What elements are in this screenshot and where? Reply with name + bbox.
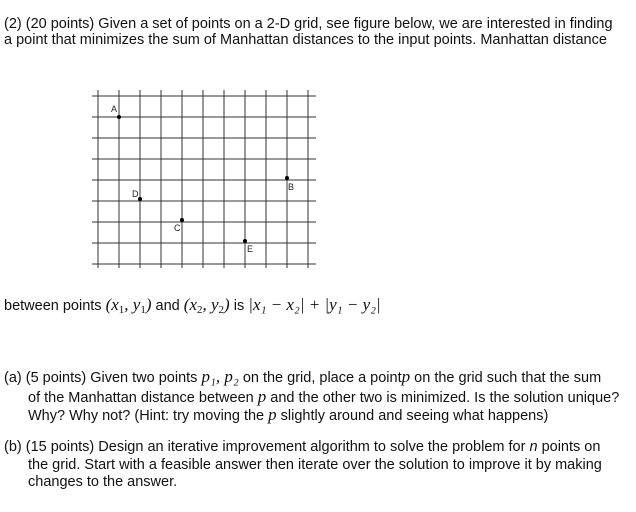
and-text: and: [155, 298, 180, 314]
part-b-line-2: the grid. Start with a feasible answer then iterate over the solution to improve it by making: [28, 457, 602, 473]
part-b-line-1: (b) (15 points) Design an iterative improvement algorithm to solve the problem for n points on: [4, 439, 601, 455]
between-text: between points: [4, 298, 102, 314]
part-b-line-3: changes to the answer.: [28, 474, 178, 490]
point-b-label: B: [288, 182, 295, 192]
part-a-var-p: p: [401, 367, 411, 386]
point-b-marker: [285, 176, 289, 180]
is-text: is: [233, 298, 245, 314]
part-a-line-1: (a) (5 points) Given two points p₁, p₂ on the grid, place a pointp on the grid such that the sum: [4, 367, 602, 386]
point-e-marker: [243, 239, 247, 243]
point-d-marker: [138, 197, 142, 201]
distance-definition: [4, 296, 381, 319]
manhattan-grid-figure: [90, 88, 320, 270]
grid-lines: [92, 90, 316, 268]
distance-formula: |x₁ − x₂| + |y₁ − y₂|: [248, 295, 381, 314]
point-e-label: E: [247, 244, 254, 254]
part-a-vars-p1-p2: p₁, p₂: [201, 367, 239, 386]
part-a-line-2: of the Manhattan distance between p and the other two is minimized. Is the solution unique?: [28, 387, 620, 406]
point-c-marker: [180, 218, 184, 222]
point-a-label: A: [111, 104, 118, 114]
point-d-label: D: [132, 189, 139, 199]
point-a-marker: [117, 115, 121, 119]
problem-header-line-1: (2) (20 points) Given a set of points on a 2-D grid, see figure below, we are interested in finding: [4, 16, 613, 32]
point-c-label: C: [174, 223, 181, 233]
problem-header-line-2: a point that minimizes the sum of Manhattan distances to the input points. Manhattan distance: [4, 32, 607, 48]
part-a-line-3: Why? Why not? (Hint: try moving the p slightly around and seeing what happens): [28, 405, 549, 424]
point-1-coords: ($x_1$, $y_1$): [105, 295, 152, 316]
point-2-coords: ($x_2$, $y_2$): [183, 295, 230, 316]
